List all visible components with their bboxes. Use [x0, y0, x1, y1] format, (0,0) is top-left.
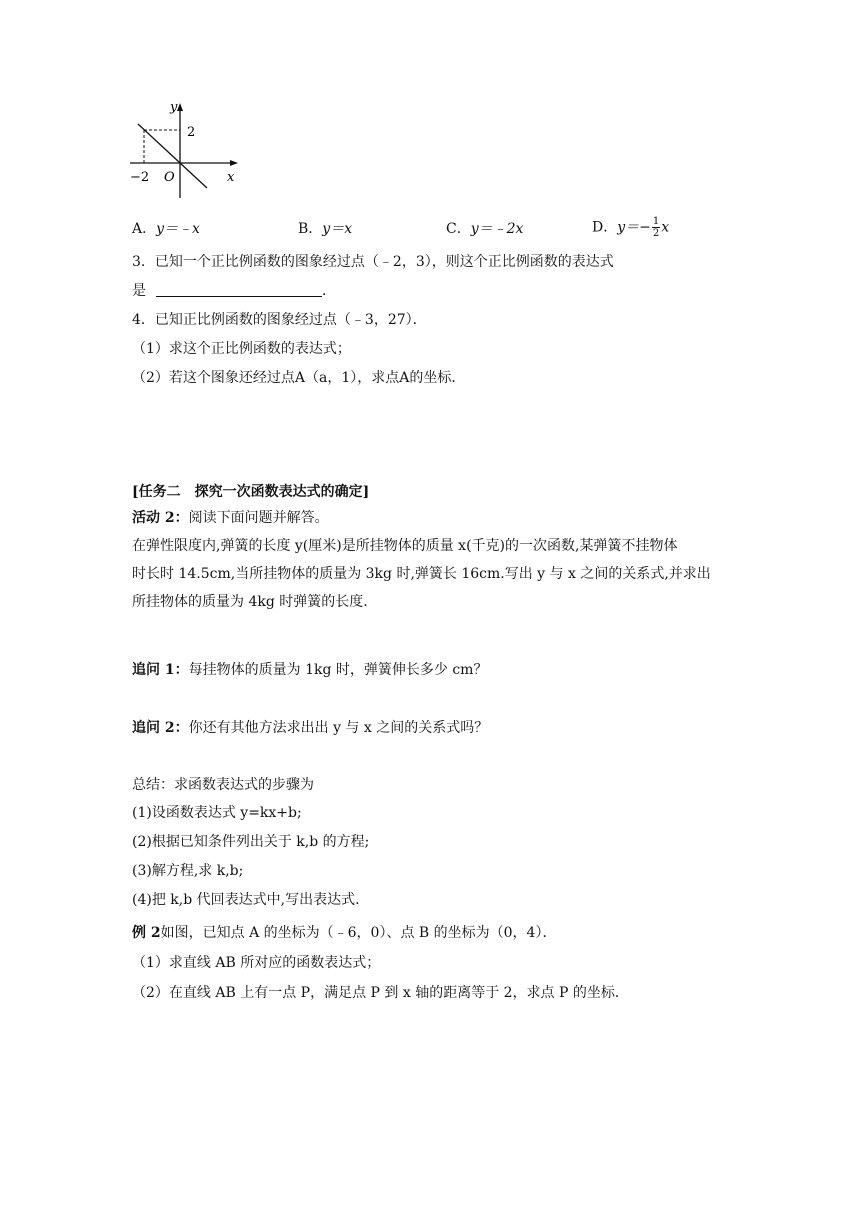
follow-up-2 [132, 718, 488, 738]
option-d-label: D． [592, 219, 618, 236]
activity-2-text: 阅读下面问题并解答。 [188, 510, 329, 526]
y-tick-label: 2 [187, 125, 196, 140]
origin-label: O [164, 170, 175, 185]
fraction-denominator: 2 [652, 228, 660, 239]
option-c [446, 219, 523, 239]
line-graph-figure [126, 100, 242, 200]
example-2 [132, 923, 556, 943]
follow-up-2-text: 你还有其他方法求出出 y 与 x 之间的关系式吗？ [188, 720, 489, 736]
example-2-label: 例 2 [132, 925, 161, 941]
option-d-fraction [652, 216, 660, 239]
question-3-prefix: 是 [132, 283, 146, 299]
follow-up-2-label: 追问 2： [132, 720, 189, 736]
fraction-numerator: 1 [652, 216, 660, 227]
option-a-label: A． [132, 221, 157, 237]
question-4-sub1: （1）求这个正比例函数的表达式； [132, 341, 351, 357]
y-axis-label: y [170, 100, 178, 115]
question-4-sub2: （2）若这个图象还经过点A（a，1），求点A的坐标． [132, 370, 466, 386]
activity-2 [132, 508, 329, 528]
question-3-suffix: ． [322, 283, 336, 299]
option-a-text: y＝﹣x [156, 221, 200, 237]
follow-up-1-text: 每挂物体的质量为 1kg 时，弹簧伸长多少 cm？ [188, 662, 488, 678]
question-3-line1: 3．已知一个正比例函数的图象经过点（﹣2，3），则这个正比例函数的表达式 [132, 254, 614, 270]
question-3-line2 [132, 281, 336, 301]
option-b-text: y＝x [322, 221, 353, 237]
answer-blank[interactable] [156, 282, 322, 297]
problem-line-1: 在弹性限度内,弹簧的长度 y(厘米)是所挂物体的质量 x(千克)的一次函数,某弹簧不挂物体 [132, 538, 678, 554]
y-axis-arrow [177, 103, 183, 111]
summary-step-2: (2)根据已知条件列出关于 k,b 的方程; [132, 834, 370, 850]
summary-heading: 总结：求函数表达式的步骤为 [132, 777, 314, 793]
option-b [298, 219, 352, 239]
option-d-suffix: x [661, 219, 670, 236]
x-axis-label: x [227, 170, 235, 185]
summary-step-4: (4)把 k,b 代回表达式中,写出表达式. [132, 892, 360, 908]
problem-line-2: 时长时 14.5cm,当所挂物体的质量为 3kg 时,弹簧长 16cm.写出 y 与 x 之间的关系式,并求出 [132, 566, 711, 582]
example-2-sub1: （1）求直线 AB 所对应的函数表达式； [132, 955, 381, 971]
follow-up-1-label: 追问 1： [132, 662, 189, 678]
option-d [592, 216, 669, 239]
follow-up-1 [132, 660, 487, 680]
task-2-heading: [任务二 探究一次函数表达式的确定] [132, 484, 370, 500]
summary-step-1: (1)设函数表达式 y=kx+b; [132, 805, 302, 821]
question-4-line1: 4．已知正比例函数的图象经过点（﹣3，27）． [132, 312, 427, 328]
option-c-label: C． [446, 221, 471, 237]
option-b-label: B． [298, 221, 323, 237]
x-axis-arrow [230, 160, 238, 166]
option-a [132, 219, 200, 239]
activity-2-label: 活动 2： [132, 510, 189, 526]
example-2-sub2: （2）在直线 AB 上有一点 P，满足点 P 到 x 轴的距离等于 2，求点 P 的坐标． [132, 985, 629, 1001]
summary-step-3: (3)解方程,求 k,b; [132, 863, 244, 879]
option-c-text: y＝﹣2x [470, 221, 524, 237]
option-d-prefix: y＝− [617, 219, 651, 236]
problem-line-3: 所挂物体的质量为 4kg 时弹簧的长度. [132, 594, 368, 610]
x-tick-label: −2 [130, 170, 150, 185]
example-2-text: 如图，已知点 A 的坐标为（﹣6，0）、点 B 的坐标为（0，4）． [160, 925, 557, 941]
